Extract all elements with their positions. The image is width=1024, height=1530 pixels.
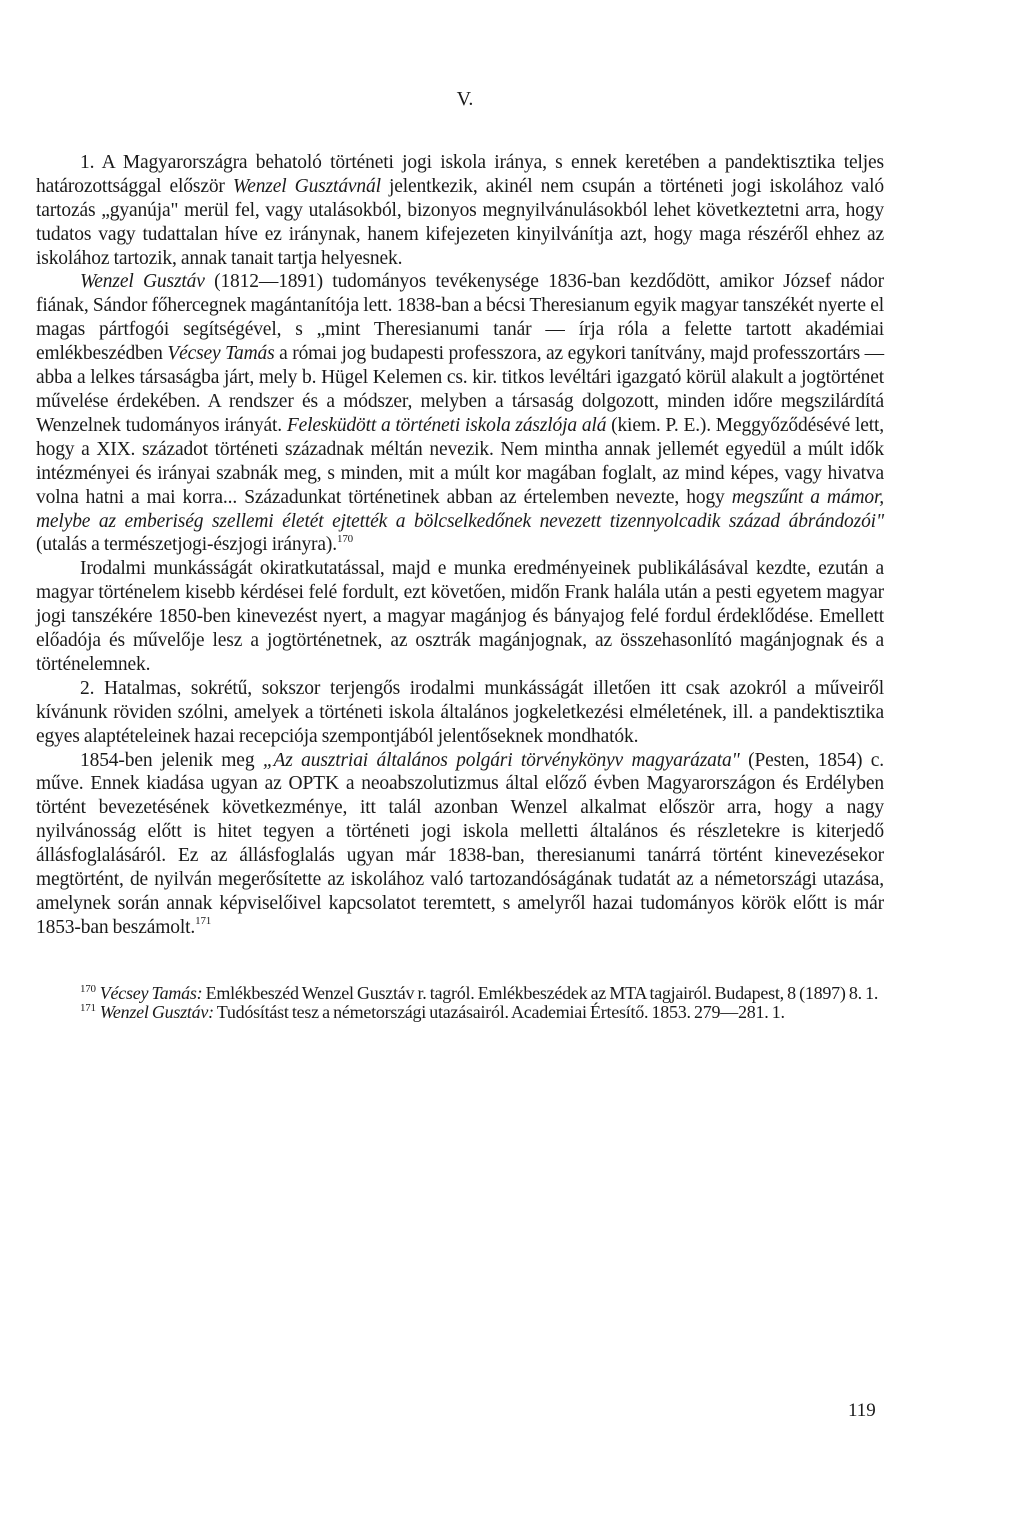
paragraph-1-text-a: 1. A Magyarországra behatoló történeti jogi iskola iránya, s ennek keretében a pandektisztika teljes határozottsággal először bbox=[36, 151, 884, 197]
footnotes bbox=[36, 984, 884, 1023]
footnote-ref-170[interactable]: 170 bbox=[336, 532, 354, 545]
paragraph-4 bbox=[36, 677, 884, 749]
footnote-171 bbox=[36, 1003, 884, 1023]
footnote-170-author: Vécsey Tamás: bbox=[99, 982, 203, 1003]
paragraph-3-text: Irodalmi munkásságát okiratkutatással, majd e munka eredményeinek publikálásával kezdte, ezután a magyar történelem kisebb kérdései felé fordult, ezt követően, midőn Frank halála után a pesti egyetem magyar jogi tanszékére 1850-ben kinevezést nyert, a magyar magánjog és bányajog felé fordul érdeklődése. Emellett előadója és művelője lesz a jogtörténetnek, az osztrák magánjognak, az összehasonlító magánjognak és a történelemnek. bbox=[36, 558, 884, 675]
paragraph-2-text-2: a római jog budapesti professzora, az egykori tanítvány, majd professzortárs — abba a lelkes társaságba járt, mely b. Hügel Kelemen cs. kir. titkos levéltári igazgató körül alakult a jogtörténet művelése érdekében. A rendszer és a módszer, melyben a társaság dolgozott, minden időre megszilárdítá Wenzelnek tudományos irányát. bbox=[36, 343, 885, 436]
chapter-heading: V. bbox=[456, 88, 474, 110]
paragraph-2-emphasis-2: Vécsey Tamás bbox=[167, 343, 275, 365]
paragraph-5-text-2: (Pesten, 1854) c. műve. Ennek kiadása ugyan az OPTK a neoabszolutizmus által előző évben Magyarországon és Erdélyben történt bevezetésének következménye, itt talál azonban Wenzel alkalmat először arra, hogy a nagy nyilvánosság előtt is hitet tegyen a történeti jogi iskola melletti általános és részletekre is kiterjedő állásfoglalásáról. Ez az állásfoglalás ugyan már 1838-ban, theresianumi tanárrá történt kinevezésekor megtörtént, de nyilván megerősítette az iskolához való tartozandóságának tudatát az a németországi utazása, amelynek során annak képviselőivel kapcsolatot teremtett, s amelyről hazai tudományos körök előtt is már 1853-ban beszámolt. bbox=[36, 749, 884, 938]
paragraph-4-text: 2. Hatalmas, sokrétű, sokszor terjengős irodalmi munkásságát illetően itt csak azokról a műveiről kívánunk röviden szólni, amelyek a történeti iskola általános jogkeletkezési elméletének, ill. a pandektisztika egyes alaptételeinek hazai recepciója szempontjából jelentőseknek mondhatók. bbox=[36, 677, 884, 747]
paragraph-2-text-3: (kiem. P. E.). Meggyőződésévé lett, hogy a XIX. századot történeti századnak méltán nevezik. Nem mintha annak jellemét egyedül a múlt idők intézményei és irányai szabnák meg, s minden, mit a múlt kor magában foglalt, az mind képes, vagy hivatva volna hatni a mai korra... Századunkat történetinek abban az értelemben nevezte, hogy bbox=[36, 414, 884, 508]
footnote-170 bbox=[36, 984, 884, 1004]
footnote-171-author: Wenzel Gusztáv: bbox=[99, 1002, 214, 1023]
paragraph-5 bbox=[36, 749, 884, 940]
paragraph-5-emphasis: „Az ausztriai általános polgári törvénykönyv magyarázata" bbox=[262, 749, 740, 771]
footnote-170-text: Emlékbeszéd Wenzel Gusztáv r. tagról. Emlékbeszédek az MTA tagjairól. Budapest, 8 (1897) 8. 1. bbox=[202, 982, 879, 1003]
paragraph-2 bbox=[36, 270, 884, 557]
paragraph-3 bbox=[36, 557, 884, 677]
paragraph-5-text-1: 1854-ben jelenik meg bbox=[80, 749, 263, 771]
paragraph-2-emphasis-4: megszűnt a mámor, melybe az emberiség szellemi életét ejtették a bölcselkedőnek nevezett tizennyolcadik század ábrándozói" bbox=[36, 486, 884, 532]
paragraph-2-emphasis-3: Felesküdött a történeti iskola zászlója alá bbox=[286, 414, 607, 436]
paragraph-1 bbox=[36, 151, 884, 271]
paragraph-2-text-1: (1812—1891) tudományos tevékenysége 1836-ban kezdődött, amikor József nádor fiának, Sándor főhercegnek magántanítója lett. 1838-ban a bécsi Theresianum egyik magyar tanszékét nyerte el magas pártfogói segítségével, s „mint Theresianumi tanár — írja róla a felette tartott akadémiai emlékbeszédben bbox=[36, 271, 884, 365]
footnote-ref-171[interactable]: 171 bbox=[195, 915, 212, 928]
footnote-171-text: Tudósítást tesz a németországi utazásairól. Academiai Értesítő. 1853. 279—281. 1. bbox=[213, 1002, 785, 1023]
paragraph-1-emphasis: Wenzel Gusztávnál bbox=[232, 175, 381, 197]
paragraph-1-text-b: jelentkezik, akinél nem csupán a történeti jogi iskolához való tartozás „gyanúja" merül fel, vagy utalásokból, bizonyos megnyilvánulásokból lehet következtetni arra, hogy tudatos vagy tudattalan híve ez iránynak, hanem kifejezeten kinyilvánítja azt, hogy maga részéről ehhez az iskolához tartozik, annak tanait tartja helyesnek. bbox=[36, 175, 884, 269]
page-number: 119 bbox=[848, 1400, 876, 1421]
footnote-170-number: 170 bbox=[80, 982, 96, 995]
page-body bbox=[36, 88, 884, 1023]
paragraph-2-emphasis-1: Wenzel Gusztáv bbox=[80, 271, 205, 293]
paragraph-2-text-4: (utalás a természetjogi-észjogi irányra). bbox=[36, 534, 337, 556]
footnote-171-number: 171 bbox=[80, 1002, 96, 1015]
